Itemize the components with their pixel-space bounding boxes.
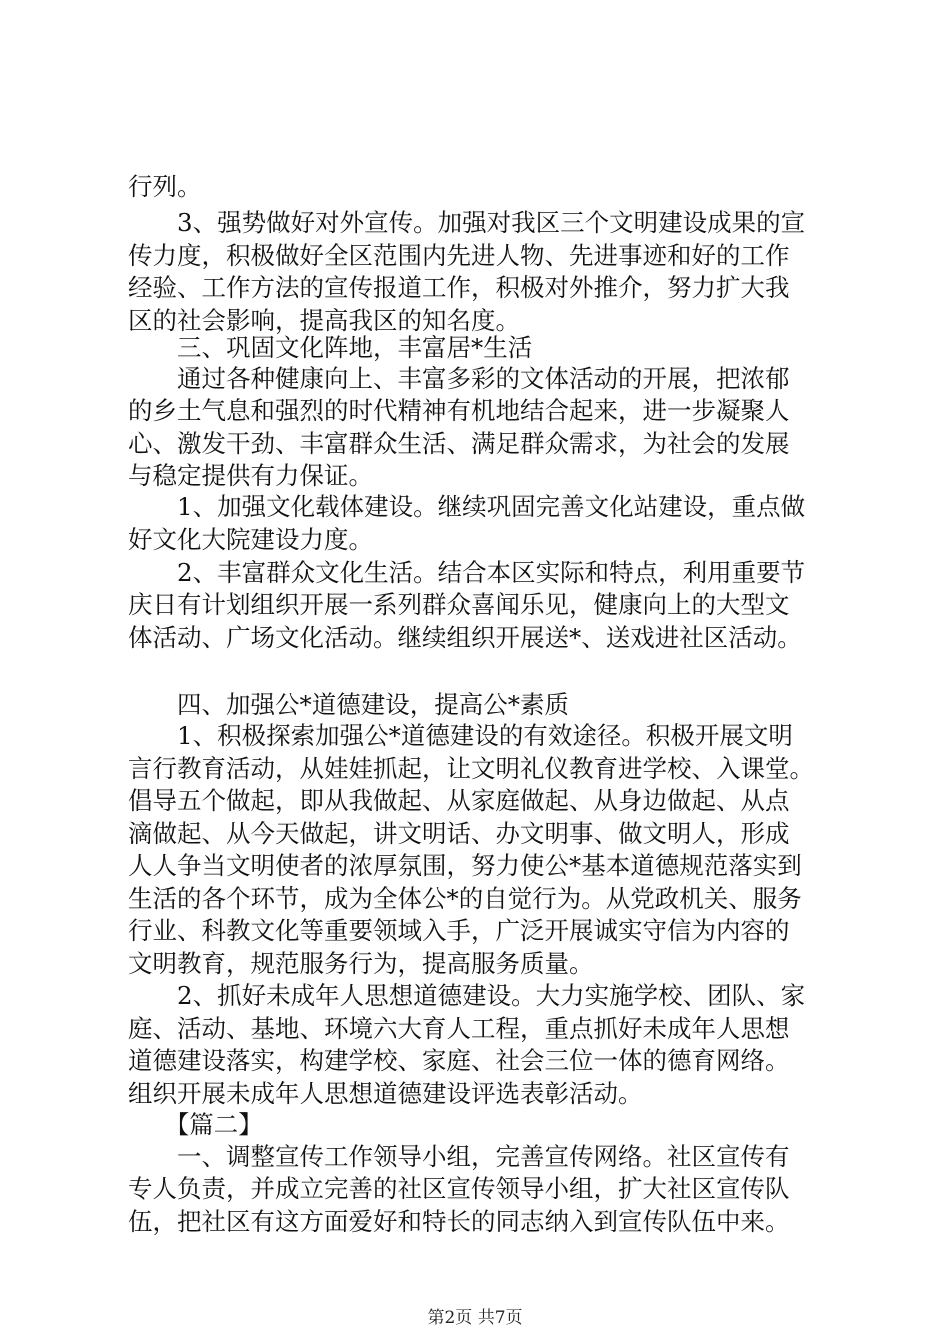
text-line: 文明教育，规范服务行为，提高服务质量。 xyxy=(128,949,594,978)
text-line: 传力度，积极做好全区范围内先进人物、先进事迹和好的工作 xyxy=(128,241,790,270)
text-line: 2、丰富群众文化生活。结合本区实际和特点，利用重要节 xyxy=(128,558,806,587)
text-line: 言行教育活动，从娃娃抓起，让文明礼仪教育进学校、入课堂。 xyxy=(128,754,814,783)
text-line: 的乡土气息和强烈的时代精神有机地结合起来，进一步凝聚人 xyxy=(128,396,790,425)
text-line: 行列。 xyxy=(128,172,202,201)
page-footer: 第2页 共7页 xyxy=(427,1308,523,1328)
text-line: 人人争当文明使者的浓厚氛围，努力使公*基本道德规范落实到 xyxy=(128,851,802,880)
text-line: 2、抓好未成年人思想道德建设。大力实施学校、团队、家 xyxy=(128,981,806,1010)
text-line: 组织开展未成年人思想道德建设评选表彰活动。 xyxy=(128,1079,643,1108)
text-line: 通过各种健康向上、丰富多彩的文体活动的开展，把浓郁 xyxy=(128,364,790,393)
section-heading: 【篇二】 xyxy=(128,1110,263,1139)
text-line: 倡导五个做起，即从我做起、从家庭做起、从身边做起、从点 xyxy=(128,786,790,815)
section-heading: 三、巩固文化阵地，丰富居*生活 xyxy=(128,333,533,362)
text-line: 庭、活动、基地、环境六大育人工程，重点抓好未成年人思想 xyxy=(128,1014,790,1043)
text-line: 1、积极探索加强公*道德建设的有效途径。积极开展文明 xyxy=(128,721,793,750)
text-line: 好文化大院建设力度。 xyxy=(128,525,373,554)
text-line: 1、加强文化载体建设。继续巩固完善文化站建设，重点做 xyxy=(128,492,806,521)
text-line: 滴做起、从今天做起，讲文明话、办文明事、做文明人，形成 xyxy=(128,819,790,848)
section-heading: 四、加强公*道德建设，提高公*素质 xyxy=(128,690,569,719)
text-line: 与稳定提供有力保证。 xyxy=(128,461,373,490)
text-line: 3、强势做好对外宣传。加强对我区三个文明建设成果的宣 xyxy=(128,208,806,237)
text-line: 行业、科教文化等重要领域入手，广泛开展诚实守信为内容的 xyxy=(128,916,790,945)
text-line: 伍，把社区有这方面爱好和特长的同志纳入到宣传队伍中来。 xyxy=(128,1207,790,1236)
text-line: 专人负责，并成立完善的社区宣传领导小组，扩大社区宣传队 xyxy=(128,1174,790,1203)
text-line: 经验、工作方法的宣传报道工作，积极对外推介，努力扩大我 xyxy=(128,273,790,302)
text-line: 体活动、广场文化活动。继续组织开展送*、送戏进社区活动。 xyxy=(128,623,802,652)
text-line: 心、激发干劲、丰富群众生活、满足群众需求，为社会的发展 xyxy=(128,429,790,458)
text-line: 道德建设落实，构建学校、家庭、社会三位一体的德育网络。 xyxy=(128,1046,790,1075)
text-line: 庆日有计划组织开展一系列群众喜闻乐见，健康向上的大型文 xyxy=(128,590,790,619)
text-line: 一、调整宣传工作领导小组，完善宣传网络。社区宣传有 xyxy=(128,1142,790,1171)
text-line: 区的社会影响，提高我区的知名度。 xyxy=(128,306,520,335)
text-line: 生活的各个环节，成为全体公*的自觉行为。从党政机关、服务 xyxy=(128,884,802,913)
